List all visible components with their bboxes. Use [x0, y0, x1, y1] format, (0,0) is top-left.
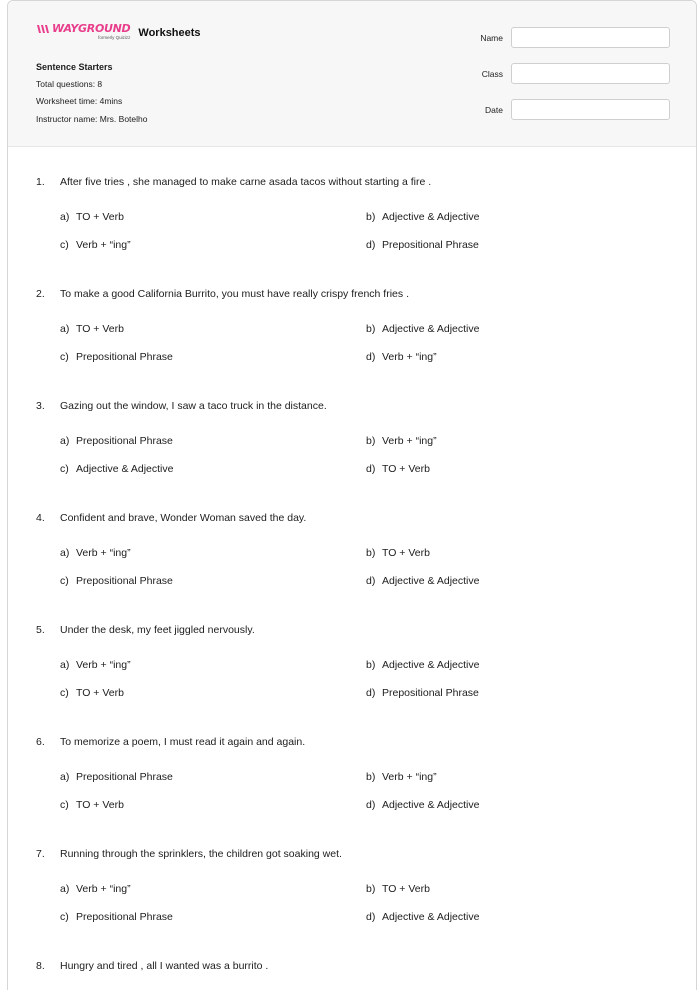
option-letter: c) [60, 911, 69, 923]
answer-option[interactable] [366, 659, 479, 671]
product-name: Worksheets [138, 27, 201, 39]
class-input[interactable] [511, 63, 670, 84]
option-text: Prepositional Phrase [382, 239, 479, 251]
option-text: Prepositional Phrase [76, 911, 173, 923]
option-text: Prepositional Phrase [76, 435, 173, 447]
answer-option[interactable] [60, 323, 124, 335]
option-text: TO + Verb [76, 211, 124, 223]
class-field [443, 63, 670, 84]
option-letter: c) [60, 799, 69, 811]
date-label: Date [485, 104, 503, 115]
option-text: TO + Verb [382, 463, 430, 475]
option-letter: a) [60, 771, 70, 783]
answer-option[interactable] [366, 883, 430, 895]
answer-option[interactable] [366, 211, 479, 223]
option-letter: d) [366, 351, 376, 363]
option-text: Adjective & Adjective [382, 323, 480, 335]
answer-option[interactable] [60, 659, 131, 671]
answer-option[interactable] [60, 575, 173, 587]
answer-option[interactable] [60, 351, 173, 363]
answer-option[interactable] [366, 911, 479, 923]
question-item [8, 930, 696, 990]
option-letter: a) [60, 435, 70, 447]
option-letter: c) [60, 351, 69, 363]
option-letter: a) [60, 211, 70, 223]
answer-option[interactable] [60, 883, 131, 895]
option-letter: b) [366, 211, 376, 223]
option-letter: d) [366, 575, 376, 587]
question-number: 6. [36, 736, 45, 748]
question-line [36, 960, 268, 972]
option-letter: c) [60, 463, 69, 475]
answer-option[interactable] [366, 575, 479, 587]
question-number: 1. [36, 176, 45, 188]
answer-option[interactable] [60, 687, 124, 699]
question-line [36, 512, 306, 524]
worksheet-time: Worksheet time: 4mins [36, 96, 123, 106]
option-text: Verb + “ing” [382, 435, 437, 447]
question-text: Under the desk, my feet jiggled nervously. [60, 624, 255, 636]
option-text: Prepositional Phrase [76, 771, 173, 783]
question-item [8, 594, 696, 706]
question-text: Gazing out the window, I saw a taco truck in the distance. [60, 400, 327, 412]
option-text: Prepositional Phrase [76, 351, 173, 363]
question-line [36, 736, 305, 748]
total-questions: Total questions: 8 [36, 79, 103, 89]
option-letter: d) [366, 687, 376, 699]
option-text: Adjective & Adjective [382, 211, 480, 223]
question-text: Hungry and tired , all I wanted was a burrito . [60, 960, 269, 972]
option-letter: c) [60, 239, 69, 251]
option-letter: b) [366, 883, 376, 895]
question-item [8, 818, 696, 930]
option-text: Prepositional Phrase [76, 575, 173, 587]
option-text: TO + Verb [76, 323, 124, 335]
question-number: 8. [36, 960, 45, 972]
answer-option[interactable] [60, 435, 173, 447]
question-line [36, 400, 327, 412]
option-text: TO + Verb [76, 687, 124, 699]
answer-option[interactable] [60, 799, 124, 811]
option-text: Verb + “ing” [382, 771, 437, 783]
question-number: 4. [36, 512, 45, 524]
date-field [443, 99, 670, 120]
question-line [36, 848, 342, 860]
option-letter: b) [366, 659, 376, 671]
option-letter: a) [60, 883, 70, 895]
option-text: Prepositional Phrase [382, 687, 479, 699]
answer-option[interactable] [366, 463, 430, 475]
question-number: 3. [36, 400, 45, 412]
answer-option[interactable] [366, 799, 479, 811]
answer-option[interactable] [60, 211, 124, 223]
option-letter: a) [60, 659, 70, 671]
question-line [36, 176, 431, 188]
question-line [36, 624, 255, 636]
question-number: 2. [36, 288, 45, 300]
question-number: 7. [36, 848, 45, 860]
question-text: Running through the sprinklers, the children got soaking wet. [60, 848, 342, 860]
instructor-name: Instructor name: Mrs. Botelho [36, 114, 148, 124]
question-item [8, 482, 696, 594]
worksheet-title: Sentence Starters [36, 62, 113, 72]
answer-option[interactable] [366, 771, 437, 783]
option-text: Verb + “ing” [76, 547, 131, 559]
question-text: Confident and brave, Wonder Woman saved the day. [60, 512, 307, 524]
option-letter: a) [60, 547, 70, 559]
option-text: Verb + “ing” [76, 883, 131, 895]
worksheet-page [7, 0, 697, 990]
option-text: Adjective & Adjective [382, 575, 480, 587]
option-text: TO + Verb [382, 883, 430, 895]
option-text: Verb + “ing” [76, 659, 131, 671]
option-text: Adjective & Adjective [382, 799, 480, 811]
answer-option[interactable] [60, 911, 173, 923]
name-input[interactable] [511, 27, 670, 48]
option-text: Adjective & Adjective [76, 463, 174, 475]
answer-option[interactable] [60, 771, 173, 783]
option-letter: b) [366, 771, 376, 783]
answer-option[interactable] [366, 323, 479, 335]
option-letter: d) [366, 911, 376, 923]
question-item [8, 370, 696, 482]
option-letter: b) [366, 323, 376, 335]
option-letter: a) [60, 323, 70, 335]
option-text: Adjective & Adjective [382, 659, 480, 671]
name-field [443, 27, 670, 48]
answer-option[interactable] [60, 547, 131, 559]
answer-option[interactable] [366, 547, 430, 559]
option-letter: d) [366, 463, 376, 475]
option-letter: d) [366, 239, 376, 251]
answer-option[interactable] [366, 351, 437, 363]
logo-subtext: formerly Quizizz [98, 35, 131, 40]
date-input[interactable] [511, 99, 670, 120]
question-line [36, 288, 409, 300]
question-item [8, 706, 696, 818]
answer-option[interactable] [60, 463, 173, 475]
option-letter: b) [366, 547, 376, 559]
question-item [8, 258, 696, 370]
question-text: To memorize a poem, I must read it again and again. [60, 736, 306, 748]
answer-option[interactable] [60, 239, 131, 251]
question-text: After five tries , she managed to make carne asada tacos without starting a fire . [60, 176, 432, 188]
class-label: Class [481, 68, 503, 79]
wayground-mark-icon [36, 24, 50, 34]
option-letter: c) [60, 575, 69, 587]
answer-option[interactable] [366, 435, 437, 447]
option-text: Verb + “ing” [76, 239, 131, 251]
option-letter: d) [366, 799, 376, 811]
worksheet-header [8, 1, 696, 147]
wayground-logo [36, 23, 130, 40]
question-number: 5. [36, 624, 45, 636]
name-label: Name [480, 32, 503, 43]
answer-option[interactable] [366, 687, 479, 699]
option-text: TO + Verb [76, 799, 124, 811]
option-text: Adjective & Adjective [382, 911, 480, 923]
question-text: To make a good California Burrito, you must have really crispy french fries . [60, 288, 409, 300]
option-letter: b) [366, 435, 376, 447]
option-letter: c) [60, 687, 69, 699]
brand [36, 23, 201, 40]
option-text: Verb + “ing” [382, 351, 437, 363]
answer-option[interactable] [366, 239, 479, 251]
option-text: TO + Verb [382, 547, 430, 559]
logo-wordmark: WAYGROUND [52, 22, 131, 35]
question-item [8, 146, 696, 258]
